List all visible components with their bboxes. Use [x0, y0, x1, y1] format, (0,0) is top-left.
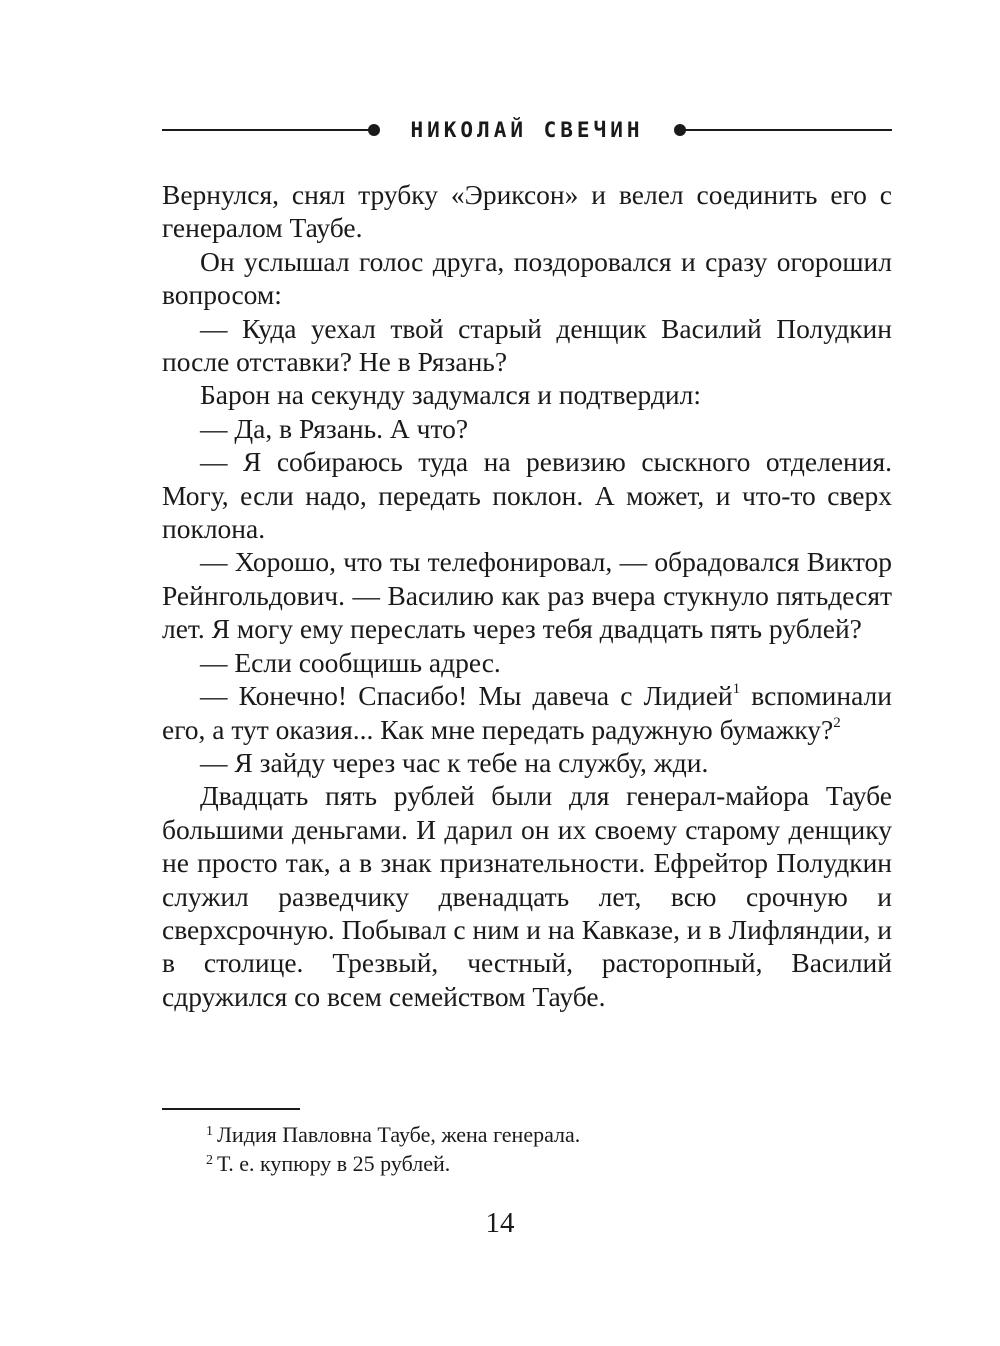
paragraph: Двадцать пять рублей были для генерал-майора Таубе большими деньгами. И дарил он их своему старому денщику не просто так, а в знак признательности. Ефрейтор Полудкин служил разведчику двенадцать лет, всю срочную и сверхсрочную. Побывал с ним и на Кавказе, и в Лифляндии, и в столице. Трезвый, честный, расторопный, Василий сдружился со всем семейством Таубе.: [162, 780, 892, 1012]
running-header: [162, 112, 892, 148]
footnote-mark: 2: [206, 1153, 213, 1168]
footnote: [162, 1120, 892, 1149]
footnote-separator: [162, 1108, 300, 1110]
paragraph: — Хорошо, что ты телефонировал, — обрадовался Виктор Рейнгольдович. — Василию как раз вчера стукнуло пятьдесят лет. Я могу ему переслать через тебя двадцать пять рублей?: [162, 546, 892, 645]
footnote-reference: 2: [833, 714, 841, 731]
paragraph: Барон на секунду задумался и подтвердил:: [200, 379, 702, 411]
paragraph-text: вспоминали его, а тут оказия... Как мне передать радужную бумажку?: [162, 680, 892, 745]
footnote-text: Лидия Павловна Таубе, жена генерала.: [217, 1122, 581, 1147]
page-number: 14: [485, 1207, 515, 1239]
body-text: [162, 178, 892, 1013]
running-title: НИКОЛАЙ СВЕЧИН: [410, 118, 644, 142]
paragraph: Вернулся, снял трубку «Эриксон» и велел соединить его с генералом Таубе.: [162, 179, 892, 244]
footnote-mark: 1: [206, 1124, 213, 1139]
paragraph: Он услышал голос друга, поздоровался и сразу огорошил вопросом:: [162, 245, 892, 311]
paragraph-text: — Конечно! Спасибо! Мы давеча с Лидией: [200, 680, 733, 712]
paragraph: [162, 679, 892, 746]
paragraph: — Куда уехал твой старый денщик Василий Полудкин после отставки? Не в Рязань?: [162, 312, 892, 378]
footnote-text: Т. е. купюру в 25 рублей.: [217, 1151, 451, 1176]
footnotes: [162, 1120, 892, 1178]
header-rule-right: [682, 129, 892, 131]
paragraph: — Я зайду через час к тебе на службу, жди.: [200, 746, 709, 778]
paragraph: — Если сообщишь адрес.: [200, 646, 501, 678]
footnote-reference: 1: [732, 681, 741, 698]
paragraph: — Я собираюсь туда на ревизию сыскного отделения. Могу, если надо, передать поклон. А может, и что-то сверх поклона.: [162, 446, 892, 545]
paragraph: — Да, в Рязань. А что?: [200, 412, 469, 444]
footnote: [162, 1149, 892, 1178]
